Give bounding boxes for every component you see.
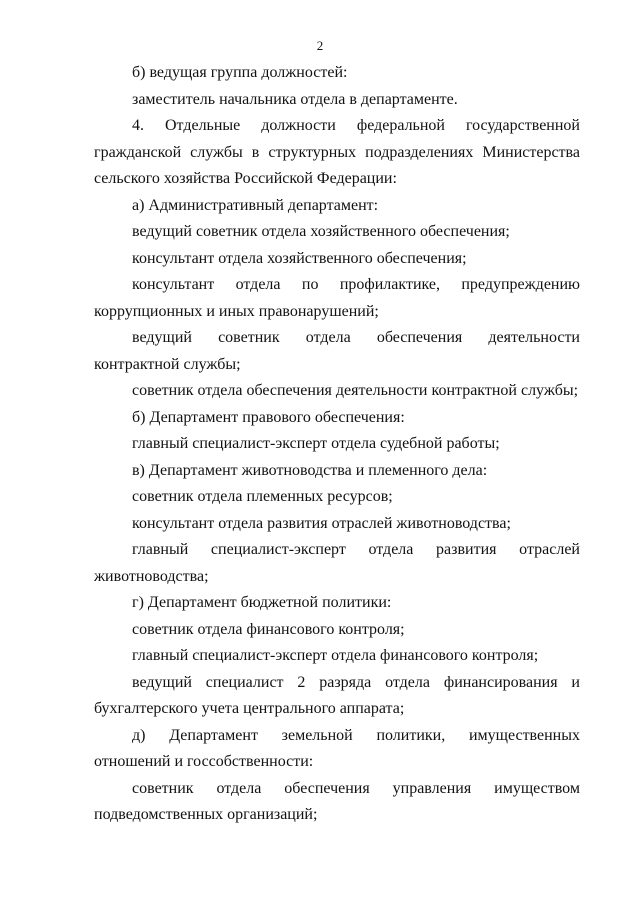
paragraph: главный специалист-эксперт отдела судебной работы; — [132, 435, 500, 452]
paragraph: заместитель начальника отдела в департаменте. — [132, 90, 458, 108]
paragraph: советник отдела обеспечения управления имуществом подведомственных организаций; — [94, 779, 580, 823]
paragraph: советник отдела финансового контроля; — [132, 620, 405, 638]
paragraph: консультант отдела по профилактике, предупреждению коррупционных и иных правонарушений; — [94, 276, 580, 320]
paragraph: ведущий советник отдела обеспечения деятельности контрактной службы; — [94, 329, 580, 373]
paragraph: а) Административный департамент: — [132, 196, 379, 214]
paragraph: б) ведущая группа должностей: — [132, 64, 348, 81]
paragraph: в) Департамент животноводства и племенного дела: — [132, 461, 488, 479]
paragraph: советник отдела племенных ресурсов; — [132, 488, 393, 505]
paragraph: главный специалист-эксперт отдела развития отраслей животноводства; — [94, 541, 580, 585]
paragraph: ведущий советник отдела хозяйственного обеспечения; — [132, 223, 510, 240]
paragraph: консультант отдела развития отраслей животноводства; — [132, 514, 511, 532]
paragraph: главный специалист-эксперт отдела финансового контроля; — [132, 647, 539, 664]
paragraph: г) Департамент бюджетной политики: — [132, 594, 392, 611]
document-body — [94, 60, 580, 829]
paragraph: д) Департамент земельной политики, имущественных отношений и госсобственности: — [94, 726, 580, 770]
paragraph: советник отдела обеспечения деятельности контрактной службы; — [132, 382, 579, 399]
paragraph: консультант отдела хозяйственного обеспечения; — [132, 249, 467, 267]
page-number: 2 — [316, 38, 324, 53]
paragraph: ведущий специалист 2 разряда отдела финансирования и бухгалтерского учета центрального аппарата; — [94, 673, 580, 717]
paragraph: б) Департамент правового обеспечения: — [132, 408, 405, 426]
paragraph: 4. Отдельные должности федеральной государственной гражданской службы в структурных подразделениях Министерства сельского хозяйства Российской Федерации: — [94, 117, 580, 187]
